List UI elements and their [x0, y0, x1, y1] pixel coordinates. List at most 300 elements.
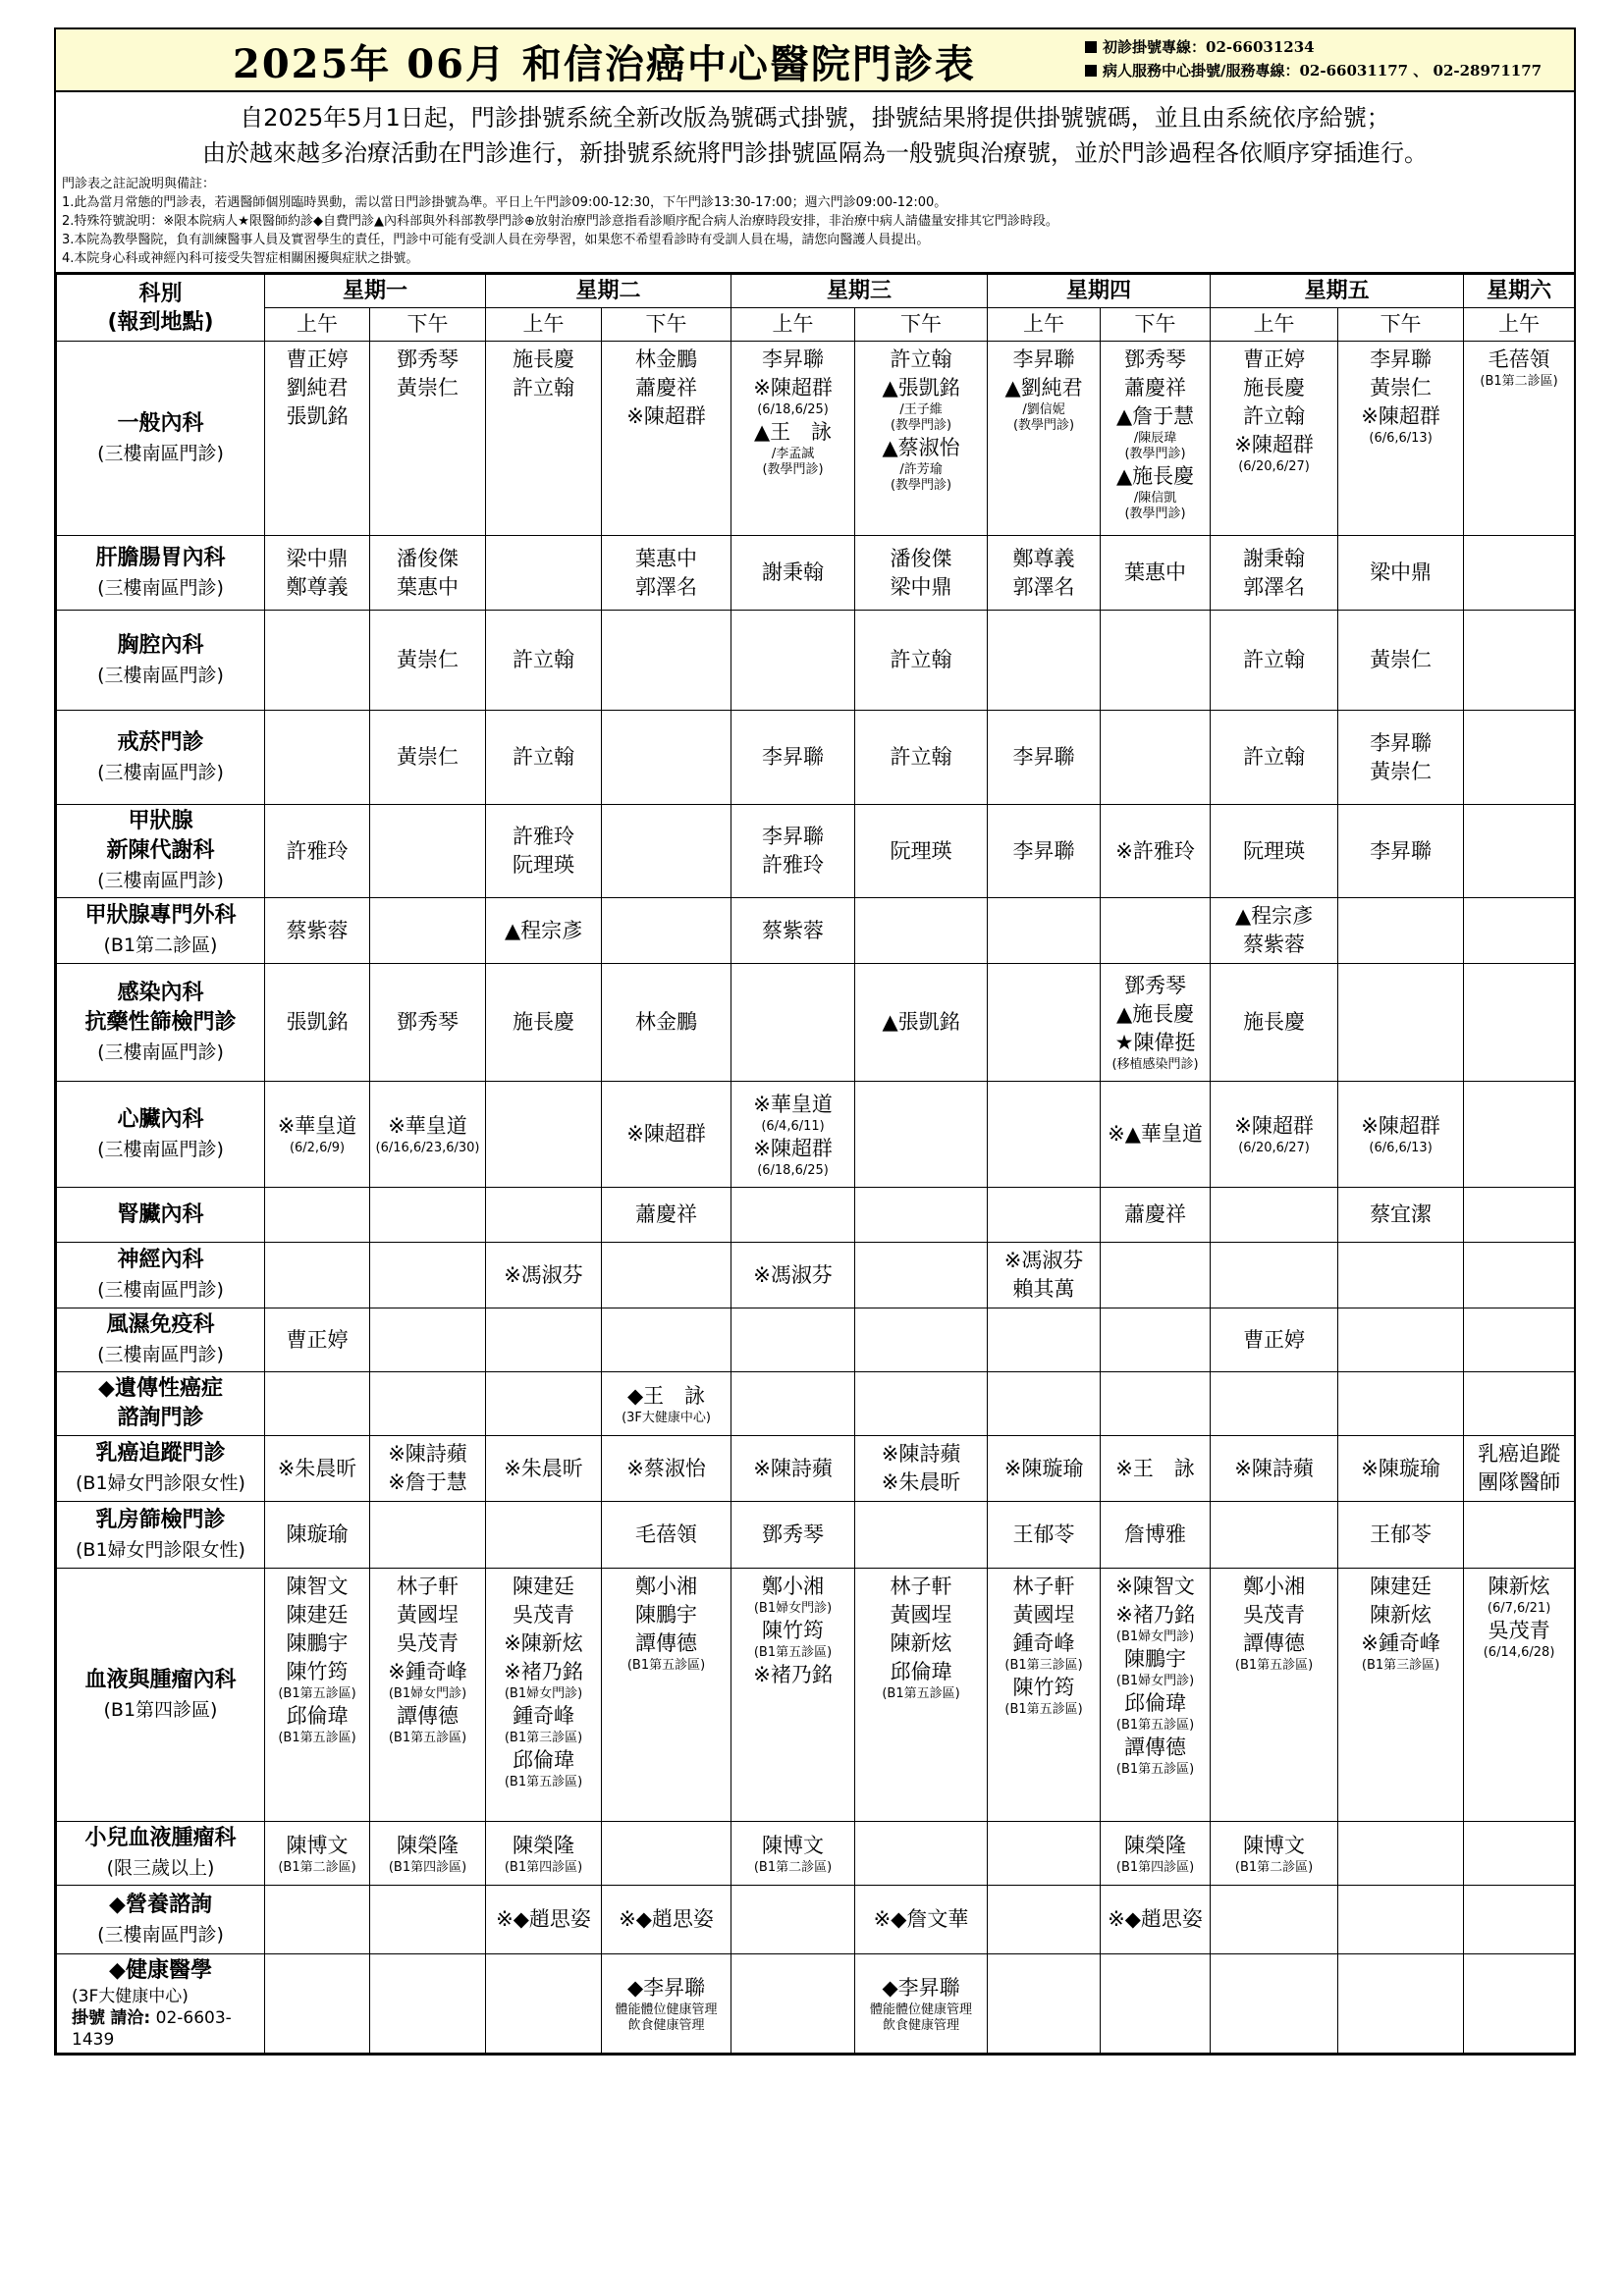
health-center-location: (3F大健康中心): [72, 1987, 189, 2006]
cell-note: (B1第三診區): [1361, 1658, 1440, 1673]
day-header: 星期六: [1464, 275, 1575, 308]
cell-note: (教學門診): [1124, 447, 1186, 461]
schedule-cell: [370, 964, 486, 1082]
doctor-name: ※陳超群: [753, 376, 833, 400]
schedule-cell: [1101, 1188, 1211, 1243]
pm-session-header: 下午: [1338, 308, 1464, 342]
schedule-cell: [1464, 898, 1575, 964]
schedule-cell: [1211, 342, 1338, 536]
doctor-name: ※陳詩蘋: [881, 1442, 961, 1466]
cell-note: (B1第五診區): [753, 1645, 833, 1660]
schedule-cell: [988, 1243, 1101, 1308]
doctor-name: ※陳超群: [753, 1136, 833, 1160]
schedule-cell: [370, 1886, 486, 1954]
doctor-name: 劉純君: [286, 376, 349, 400]
schedule-cell: [855, 1188, 988, 1243]
doctor-name: ※陳詩蘋: [1234, 1456, 1314, 1480]
doctor-name: 邱倫瑋: [286, 1704, 349, 1728]
schedule-cell: [988, 1188, 1101, 1243]
cell-note: /陳信凱: [1133, 491, 1177, 506]
doctor-name: ▲施長慶: [1115, 1002, 1195, 1026]
square-bullet-icon: [1085, 65, 1097, 77]
doctor-name: 李昇聯: [1012, 838, 1075, 863]
notes: [62, 175, 1568, 268]
schedule-cell: [602, 611, 731, 711]
cell-note: (B1婦女門診): [753, 1601, 833, 1616]
schedule-cell: [988, 805, 1101, 898]
cell-note: (B1婦女門診): [388, 1686, 467, 1701]
doctor-name: 許立翰: [513, 648, 575, 671]
dept-location: (限三歲以上): [106, 1857, 215, 1879]
schedule-cell: [486, 1954, 602, 2054]
doctor-name: 施長慶: [513, 1010, 575, 1034]
doctor-name: 王郁苓: [1370, 1522, 1433, 1546]
am-session-header: 上午: [731, 308, 855, 342]
dept-name: 腎臟內科: [117, 1201, 204, 1227]
schedule-cell: [855, 1436, 988, 1502]
doctor-name: 曹正婷: [286, 347, 349, 371]
schedule-cell: [486, 1082, 602, 1188]
schedule-cell: [265, 1243, 370, 1308]
dept-name: 一般內科: [117, 410, 204, 436]
dept-location: (B1第二診區): [103, 934, 218, 956]
am-session-header: 上午: [988, 308, 1101, 342]
doctor-name: 鍾奇峰: [1012, 1631, 1075, 1655]
cell-note: (B1第四診區): [388, 1859, 467, 1875]
schedule-cell: [1211, 805, 1338, 898]
doctor-name: ※◆趙思姿: [496, 1907, 591, 1931]
schedule-cell: [988, 964, 1101, 1082]
cell-note: (B1第五診區): [388, 1731, 467, 1745]
cell-note: (3F大健康中心): [622, 1410, 711, 1425]
cell-note: (B1第五診區): [1234, 1658, 1314, 1673]
schedule-cell: [731, 1082, 855, 1188]
doctor-name: 李昇聯: [762, 347, 825, 371]
doctor-name: 梁中鼎: [890, 574, 952, 599]
doctor-name: 李昇聯: [762, 745, 825, 769]
doctor-name: ※詹于慧: [388, 1470, 467, 1494]
schedule-cell: [1211, 1082, 1338, 1188]
schedule-cell: [1211, 536, 1338, 611]
schedule-cell: [1464, 711, 1575, 805]
schedule-cell: [370, 711, 486, 805]
schedule-cell: [1338, 964, 1464, 1082]
doctor-name: 黃崇仁: [1370, 759, 1433, 783]
schedule-cell: [731, 1954, 855, 2054]
day-header: 星期三: [731, 275, 988, 308]
schedule-cell: [602, 964, 731, 1082]
schedule-cell: [1101, 1308, 1211, 1372]
doctor-name: 林子軒: [890, 1575, 952, 1598]
doctor-name: 黃崇仁: [397, 648, 459, 671]
doctor-name: 鄭小湘: [1243, 1575, 1306, 1598]
doctor-name: 蔡紫蓉: [1243, 933, 1306, 956]
square-bullet-icon: [1085, 41, 1097, 53]
doctor-name: 陳智文: [286, 1575, 349, 1598]
doctor-name: 郭澤名: [635, 574, 698, 599]
schedule-cell: [731, 1372, 855, 1436]
cell-note: (B1第五診區): [278, 1731, 356, 1745]
doctor-name: 潘俊傑: [397, 546, 459, 570]
doctor-name: ※陳詩蘋: [388, 1442, 467, 1466]
cell-note: (B1第五診區): [626, 1658, 706, 1673]
schedule-cell: [370, 1436, 486, 1502]
cell-note: (移植感染門診): [1111, 1057, 1199, 1072]
doctor-name: 許立翰: [890, 745, 952, 769]
doctor-name: 毛蓓領: [635, 1522, 698, 1546]
doctor-name: ※陳超群: [1361, 404, 1440, 428]
cell-note: (6/20,6/27): [1238, 459, 1310, 474]
doctor-name: 鄧秀琴: [397, 347, 459, 371]
doctor-name: 曹正婷: [1243, 347, 1306, 371]
doctor-name: 陳新炫: [890, 1631, 952, 1655]
schedule-cell: [370, 342, 486, 536]
doctor-name: 葉惠中: [635, 546, 698, 570]
dept-location: (三樓南區門診): [97, 664, 224, 686]
dept-name: 神經內科: [117, 1248, 204, 1272]
doctor-name: 林金鵬: [635, 347, 698, 371]
cell-note: (B1第二診區): [1480, 374, 1558, 389]
doctor-name: 林金鵬: [635, 1010, 698, 1034]
schedule-cell: [731, 711, 855, 805]
doctor-name: 譚傳德: [397, 1704, 459, 1728]
doctor-name: ◆王 詠: [626, 1383, 706, 1408]
service-hotline: 病人服務中心掛號/服務專線：02-66031177 、 02-28971177: [1085, 59, 1542, 82]
doctor-name: ※朱晨昕: [504, 1456, 583, 1480]
clinic-schedule-table: [56, 274, 1575, 2054]
doctor-name: 賴其萬: [1012, 1277, 1075, 1301]
dept-location: (B1婦女門診限女性): [76, 1538, 245, 1561]
schedule-cell: [265, 1569, 370, 1822]
cell-note: (6/7,6/21): [1487, 1601, 1551, 1616]
doctor-name: ★陳偉挺: [1114, 1031, 1196, 1054]
day-header: 星期五: [1211, 275, 1464, 308]
day-header: 星期二: [486, 275, 731, 308]
dept-cell: [57, 342, 265, 536]
health-consult-info: [58, 1986, 263, 2051]
schedule-cell: [1211, 964, 1338, 1082]
schedule-row: [57, 1569, 1575, 1822]
schedule-cell: [731, 964, 855, 1082]
page-title: 2025年 06月 和信治癌中心醫院門診表: [233, 41, 976, 87]
schedule-cell: [486, 805, 602, 898]
schedule-cell: [602, 536, 731, 611]
schedule-cell: [265, 536, 370, 611]
doctor-name: 阮理瑛: [890, 838, 952, 863]
doctor-name: ▲施長慶: [1115, 464, 1195, 488]
cell-note: /王子維: [899, 402, 943, 417]
dept-cell: [57, 1308, 265, 1372]
doctor-name: 乳癌追蹤: [1478, 1442, 1561, 1466]
dept-name: 血液與腫瘤內科: [84, 1667, 237, 1692]
schedule-cell: [1464, 1436, 1575, 1502]
doctor-name: 黃國埕: [890, 1603, 952, 1627]
schedule-cell: [1338, 1569, 1464, 1822]
doctor-name: 葉惠中: [1124, 561, 1187, 584]
doctor-name: 黃國埕: [397, 1603, 459, 1627]
schedule-row: [57, 1188, 1575, 1243]
note-item: 2.特殊符號說明：※限本院病人★限醫師約診◆自費門診▲內科部與外科部教學門診⊕放射治療門診意指看診順序配合病人治療時段安排，非治療中病人請儘量安排其它門診時段。: [62, 214, 1058, 229]
dept-name: ◆健康醫學: [109, 1958, 212, 1983]
doctor-name: 譚傳德: [1243, 1631, 1306, 1655]
schedule-cell: [370, 1954, 486, 2054]
dept-cell: [57, 711, 265, 805]
doctor-name: 許立翰: [890, 347, 952, 371]
doctor-name: ▲劉純君: [1004, 376, 1083, 400]
doctor-name: 吳茂青: [397, 1631, 459, 1655]
doctor-name: 陳建廷: [513, 1575, 575, 1598]
schedule-cell: [370, 1243, 486, 1308]
dept-name: 甲狀腺: [128, 809, 193, 833]
schedule-cell: [265, 964, 370, 1082]
schedule-cell: [1338, 1886, 1464, 1954]
schedule-cell: [1101, 898, 1211, 964]
doctor-name: 譚傳德: [635, 1631, 698, 1655]
doctor-name: ▲張凱銘: [882, 1010, 960, 1034]
doctor-name: 許雅玲: [513, 825, 575, 848]
doctor-name: 陳竹筠: [762, 1619, 825, 1642]
schedule-cell: [602, 1436, 731, 1502]
schedule-cell: [855, 1822, 988, 1886]
schedule-cell: [370, 536, 486, 611]
doctor-name: 梁中鼎: [1370, 561, 1433, 584]
hotline-block: [1085, 35, 1542, 82]
register-label: 掛號: [72, 2008, 105, 2028]
cell-note: (B1第四診區): [1115, 1859, 1195, 1875]
doctor-name: 鄭小湘: [635, 1575, 698, 1598]
schedule-cell: [370, 1082, 486, 1188]
doctor-name: ※▲華皇道: [1108, 1122, 1203, 1146]
cell-note: (B1第五診區): [504, 1775, 583, 1789]
schedule-cell: [486, 1243, 602, 1308]
cell-note: (教學門診): [890, 478, 952, 493]
schedule-cell: [370, 1188, 486, 1243]
dept-cell: [57, 1502, 265, 1569]
cell-note: (B1婦女門診): [1115, 1629, 1195, 1644]
doctor-name: 邱倫瑋: [513, 1748, 575, 1772]
schedule-cell: [1338, 898, 1464, 964]
doctor-name: 吳茂青: [1488, 1619, 1550, 1642]
doctor-name: ※陳超群: [1234, 433, 1314, 456]
dept-location: (三樓南區門診): [97, 1923, 224, 1946]
doctor-name: ※華皇道: [388, 1114, 467, 1138]
schedule-cell: [1464, 1502, 1575, 1569]
schedule-cell: [988, 536, 1101, 611]
schedule-cell: [855, 898, 988, 964]
doctor-name: 鄧秀琴: [1124, 347, 1187, 371]
cell-note: (B1婦女門診): [1115, 1674, 1195, 1688]
doctor-name: 阮理瑛: [1243, 838, 1306, 863]
doctor-name: 陳榮隆: [513, 1833, 575, 1857]
doctor-name: 陳建廷: [1370, 1575, 1433, 1598]
schedule-cell: [486, 1502, 602, 1569]
cell-note: (教學門診): [1124, 507, 1186, 521]
schedule-row: [57, 898, 1575, 964]
schedule-cell: [1101, 1822, 1211, 1886]
doctor-name: ※陳超群: [1361, 1114, 1440, 1138]
pm-session-header: 下午: [602, 308, 731, 342]
schedule-cell: [602, 1188, 731, 1243]
doctor-name: 許雅玲: [286, 838, 349, 863]
doctor-name: 毛蓓領: [1488, 347, 1550, 371]
cell-note: (6/18,6/25): [757, 1162, 829, 1178]
schedule-cell: [1101, 1372, 1211, 1436]
doctor-name: 施長慶: [1243, 376, 1306, 400]
schedule-cell: [1211, 1954, 1338, 2054]
cell-note: (6/18,6/25): [757, 402, 829, 417]
schedule-cell: [855, 964, 988, 1082]
doctor-name: 黃崇仁: [397, 376, 459, 400]
doctor-name: 陳榮隆: [397, 1833, 459, 1857]
doctor-name: ※許雅玲: [1115, 838, 1195, 863]
doctor-name: 黃崇仁: [1370, 648, 1433, 671]
dept-cell: [57, 1436, 265, 1502]
intro-line-2: 由於越來越多治療活動在門診進行，新掛號系統將門診掛號區隔為一般號與治療號，並於門診過程各依順序穿插進行。: [202, 139, 1428, 167]
doctor-name: ※陳璇瑜: [1361, 1456, 1440, 1480]
doctor-name: 鄧秀琴: [397, 1010, 459, 1034]
doctor-name: 許雅玲: [762, 853, 825, 877]
dept-location: (三樓南區門診): [97, 1344, 224, 1365]
schedule-cell: [486, 898, 602, 964]
first-visit-hotline: 初診掛號專線：02-66031234: [1085, 35, 1542, 59]
schedule-cell: [988, 342, 1101, 536]
schedule-cell: [1211, 1822, 1338, 1886]
doctor-name: ▲詹于慧: [1115, 404, 1195, 428]
dept-name: ◆營養諮詢: [109, 1892, 212, 1917]
doctor-name: ▲程宗彥: [504, 918, 583, 942]
schedule-cell: [1101, 1502, 1211, 1569]
schedule-cell: [1211, 1502, 1338, 1569]
schedule-cell: [1338, 1436, 1464, 1502]
doctor-name: 譚傳德: [1124, 1735, 1187, 1759]
schedule-cell: [731, 1436, 855, 1502]
cell-note: (B1婦女門診): [504, 1686, 583, 1701]
day-header: 星期一: [265, 275, 486, 308]
schedule-cell: [265, 1372, 370, 1436]
schedule-row: [57, 1436, 1575, 1502]
schedule-body: [57, 342, 1575, 2054]
schedule-cell: [1338, 536, 1464, 611]
schedule-cell: [486, 1188, 602, 1243]
schedule-cell: [486, 342, 602, 536]
doctor-name: ※陳璇瑜: [1003, 1456, 1084, 1480]
doctor-name: 鄭小湘: [762, 1575, 825, 1598]
doctor-name: ※褚乃銘: [1115, 1603, 1195, 1627]
pm-session-header: 下午: [1101, 308, 1211, 342]
doctor-name: ※馮淑芬: [504, 1262, 583, 1287]
schedule-cell: [731, 1188, 855, 1243]
cell-note: (6/2,6/9): [289, 1141, 346, 1155]
cell-note: 體能體位健康管理: [615, 2002, 718, 2017]
doctor-name: ▲蔡淑怡: [882, 436, 960, 459]
schedule-row: [57, 1502, 1575, 1569]
schedule-cell: [731, 1502, 855, 1569]
schedule-row: [57, 805, 1575, 898]
schedule-cell: [265, 1886, 370, 1954]
schedule-row: [57, 1372, 1575, 1436]
doctor-name: ※陳詩蘋: [753, 1456, 833, 1480]
cell-note: /劉信妮: [1022, 402, 1065, 417]
dept-location: (三樓南區門診): [97, 442, 224, 464]
doctor-name: ※◆趙思姿: [619, 1907, 714, 1931]
schedule-cell: [1338, 1954, 1464, 2054]
schedule-cell: [486, 964, 602, 1082]
schedule-cell: [486, 611, 602, 711]
dept-name: 乳房篩檢門診: [95, 1507, 226, 1532]
schedule-cell: [988, 1436, 1101, 1502]
doctor-name: ▲張凱銘: [882, 376, 960, 400]
schedule-cell: [1338, 805, 1464, 898]
doctor-name: ※陳超群: [626, 1122, 706, 1146]
doctor-name: ※◆趙思姿: [1108, 1907, 1203, 1931]
schedule-cell: [1338, 1502, 1464, 1569]
day-header: 星期四: [988, 275, 1211, 308]
dept-name: 戒菸門診: [117, 729, 204, 755]
doctor-name: 陳璇瑜: [286, 1522, 349, 1546]
schedule-cell: [1338, 711, 1464, 805]
doctor-name: 鄭尊義: [1012, 546, 1075, 570]
cell-note: (B1第五診區): [1115, 1718, 1195, 1733]
doctor-name: 郭澤名: [1243, 574, 1306, 599]
dept-location: (B1婦女門診限女性): [76, 1472, 245, 1494]
schedule-cell: [486, 1569, 602, 1822]
dept-name: 抗藥性篩檢門診: [84, 1009, 237, 1035]
doctor-name: 陳博文: [1243, 1833, 1306, 1857]
schedule-row: [57, 1954, 1575, 2054]
doctor-name: 許立翰: [1243, 648, 1306, 671]
dept-cell: [57, 1188, 265, 1243]
doctor-name: 張凱銘: [286, 1010, 349, 1034]
schedule-cell: [1464, 964, 1575, 1082]
schedule-cell: [602, 711, 731, 805]
schedule-cell: [1338, 1188, 1464, 1243]
doctor-name: ※陳智文: [1115, 1575, 1195, 1598]
schedule-cell: [1464, 342, 1575, 536]
schedule-cell: [602, 1502, 731, 1569]
doctor-name: 施長慶: [1243, 1010, 1306, 1034]
schedule-cell: [486, 711, 602, 805]
doctor-name: ※華皇道: [277, 1114, 357, 1138]
doctor-name: 許立翰: [1243, 745, 1306, 769]
doctor-name: 陳竹筠: [286, 1660, 349, 1683]
am-session-header: 上午: [1211, 308, 1338, 342]
schedule-cell: [1464, 1954, 1575, 2054]
cell-note: /李孟誠: [771, 447, 815, 461]
dept-name: 新陳代謝科: [106, 838, 215, 863]
dept-cell: [57, 611, 265, 711]
schedule-cell: [988, 1502, 1101, 1569]
doctor-name: ※朱晨昕: [277, 1456, 357, 1480]
doctor-name: 陳榮隆: [1124, 1833, 1187, 1857]
schedule-cell: [1211, 1243, 1338, 1308]
schedule-cell: [1101, 711, 1211, 805]
doctor-name: 黃崇仁: [1370, 376, 1433, 400]
doctor-name: 陳鵬宇: [1124, 1647, 1187, 1671]
health-consult-phone: 02-6603-1439: [72, 2008, 232, 2050]
schedule-cell: [1338, 611, 1464, 711]
dept-name: 乳癌追蹤門診: [95, 1441, 226, 1466]
doctor-name: 李昇聯: [1012, 347, 1075, 371]
cell-note: (教學門診): [890, 418, 952, 433]
schedule-cell: [1464, 1308, 1575, 1372]
schedule-cell: [1101, 536, 1211, 611]
doctor-name: 陳新炫: [1488, 1575, 1550, 1598]
schedule-row: [57, 711, 1575, 805]
dept-cell: [57, 1372, 265, 1436]
doctor-name: 吳茂青: [1243, 1603, 1306, 1627]
cell-note: (B1第三診區): [504, 1731, 583, 1745]
doctor-name: 李昇聯: [1370, 730, 1433, 755]
